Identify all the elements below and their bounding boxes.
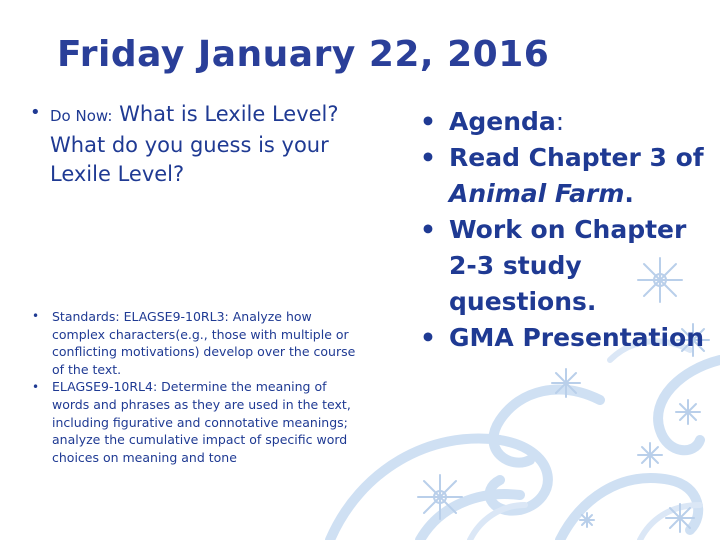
do-now-question: What is Lexile Level? What do you guess is your Lexile Level?: [50, 102, 339, 186]
standard-item-rl3: Standards: ELAGSE9-10RL3: Analyze how complex characters(e.g., those with multiple or conflicting motivations) develop over the course of the text.: [52, 309, 356, 377]
bullet-icon: •: [32, 380, 40, 394]
slide-title: Friday January 22, 2016: [57, 34, 550, 75]
agenda-item-text: Work on Chapter 2-3 study questions.: [449, 215, 687, 316]
standards-list: [52, 308, 357, 466]
standard-item-rl4: ELAGSE9-10RL4: Determine the meaning of words and phrases as they are used in the text, including figurative and connotative meanings; analyze the cumulative impact of specific word choices on meaning and tone: [52, 379, 351, 465]
bullet-icon: •: [32, 309, 40, 323]
do-now-label: Do Now:: [50, 107, 113, 125]
agenda-item-text: Read Chapter 3 of: [449, 143, 704, 172]
agenda-item-study-questions: [420, 212, 710, 320]
book-title: Animal Farm: [449, 179, 625, 208]
agenda-list: [420, 104, 710, 356]
bullet-icon: •: [420, 323, 436, 352]
agenda-label: Agenda: [449, 107, 556, 136]
bullet-icon: •: [420, 143, 436, 172]
agenda-colon: :: [555, 107, 565, 136]
agenda-item-period: .: [624, 179, 634, 208]
agenda-item-text: GMA Presentation: [449, 323, 705, 352]
bullet-icon: •: [30, 102, 41, 123]
do-now-text: [50, 100, 355, 189]
agenda-item-read-chapter: [420, 140, 710, 212]
bullet-icon: •: [420, 215, 436, 244]
bullet-icon: •: [420, 107, 436, 136]
agenda-heading-item: [420, 104, 710, 140]
agenda-item-presentation: [420, 320, 710, 356]
